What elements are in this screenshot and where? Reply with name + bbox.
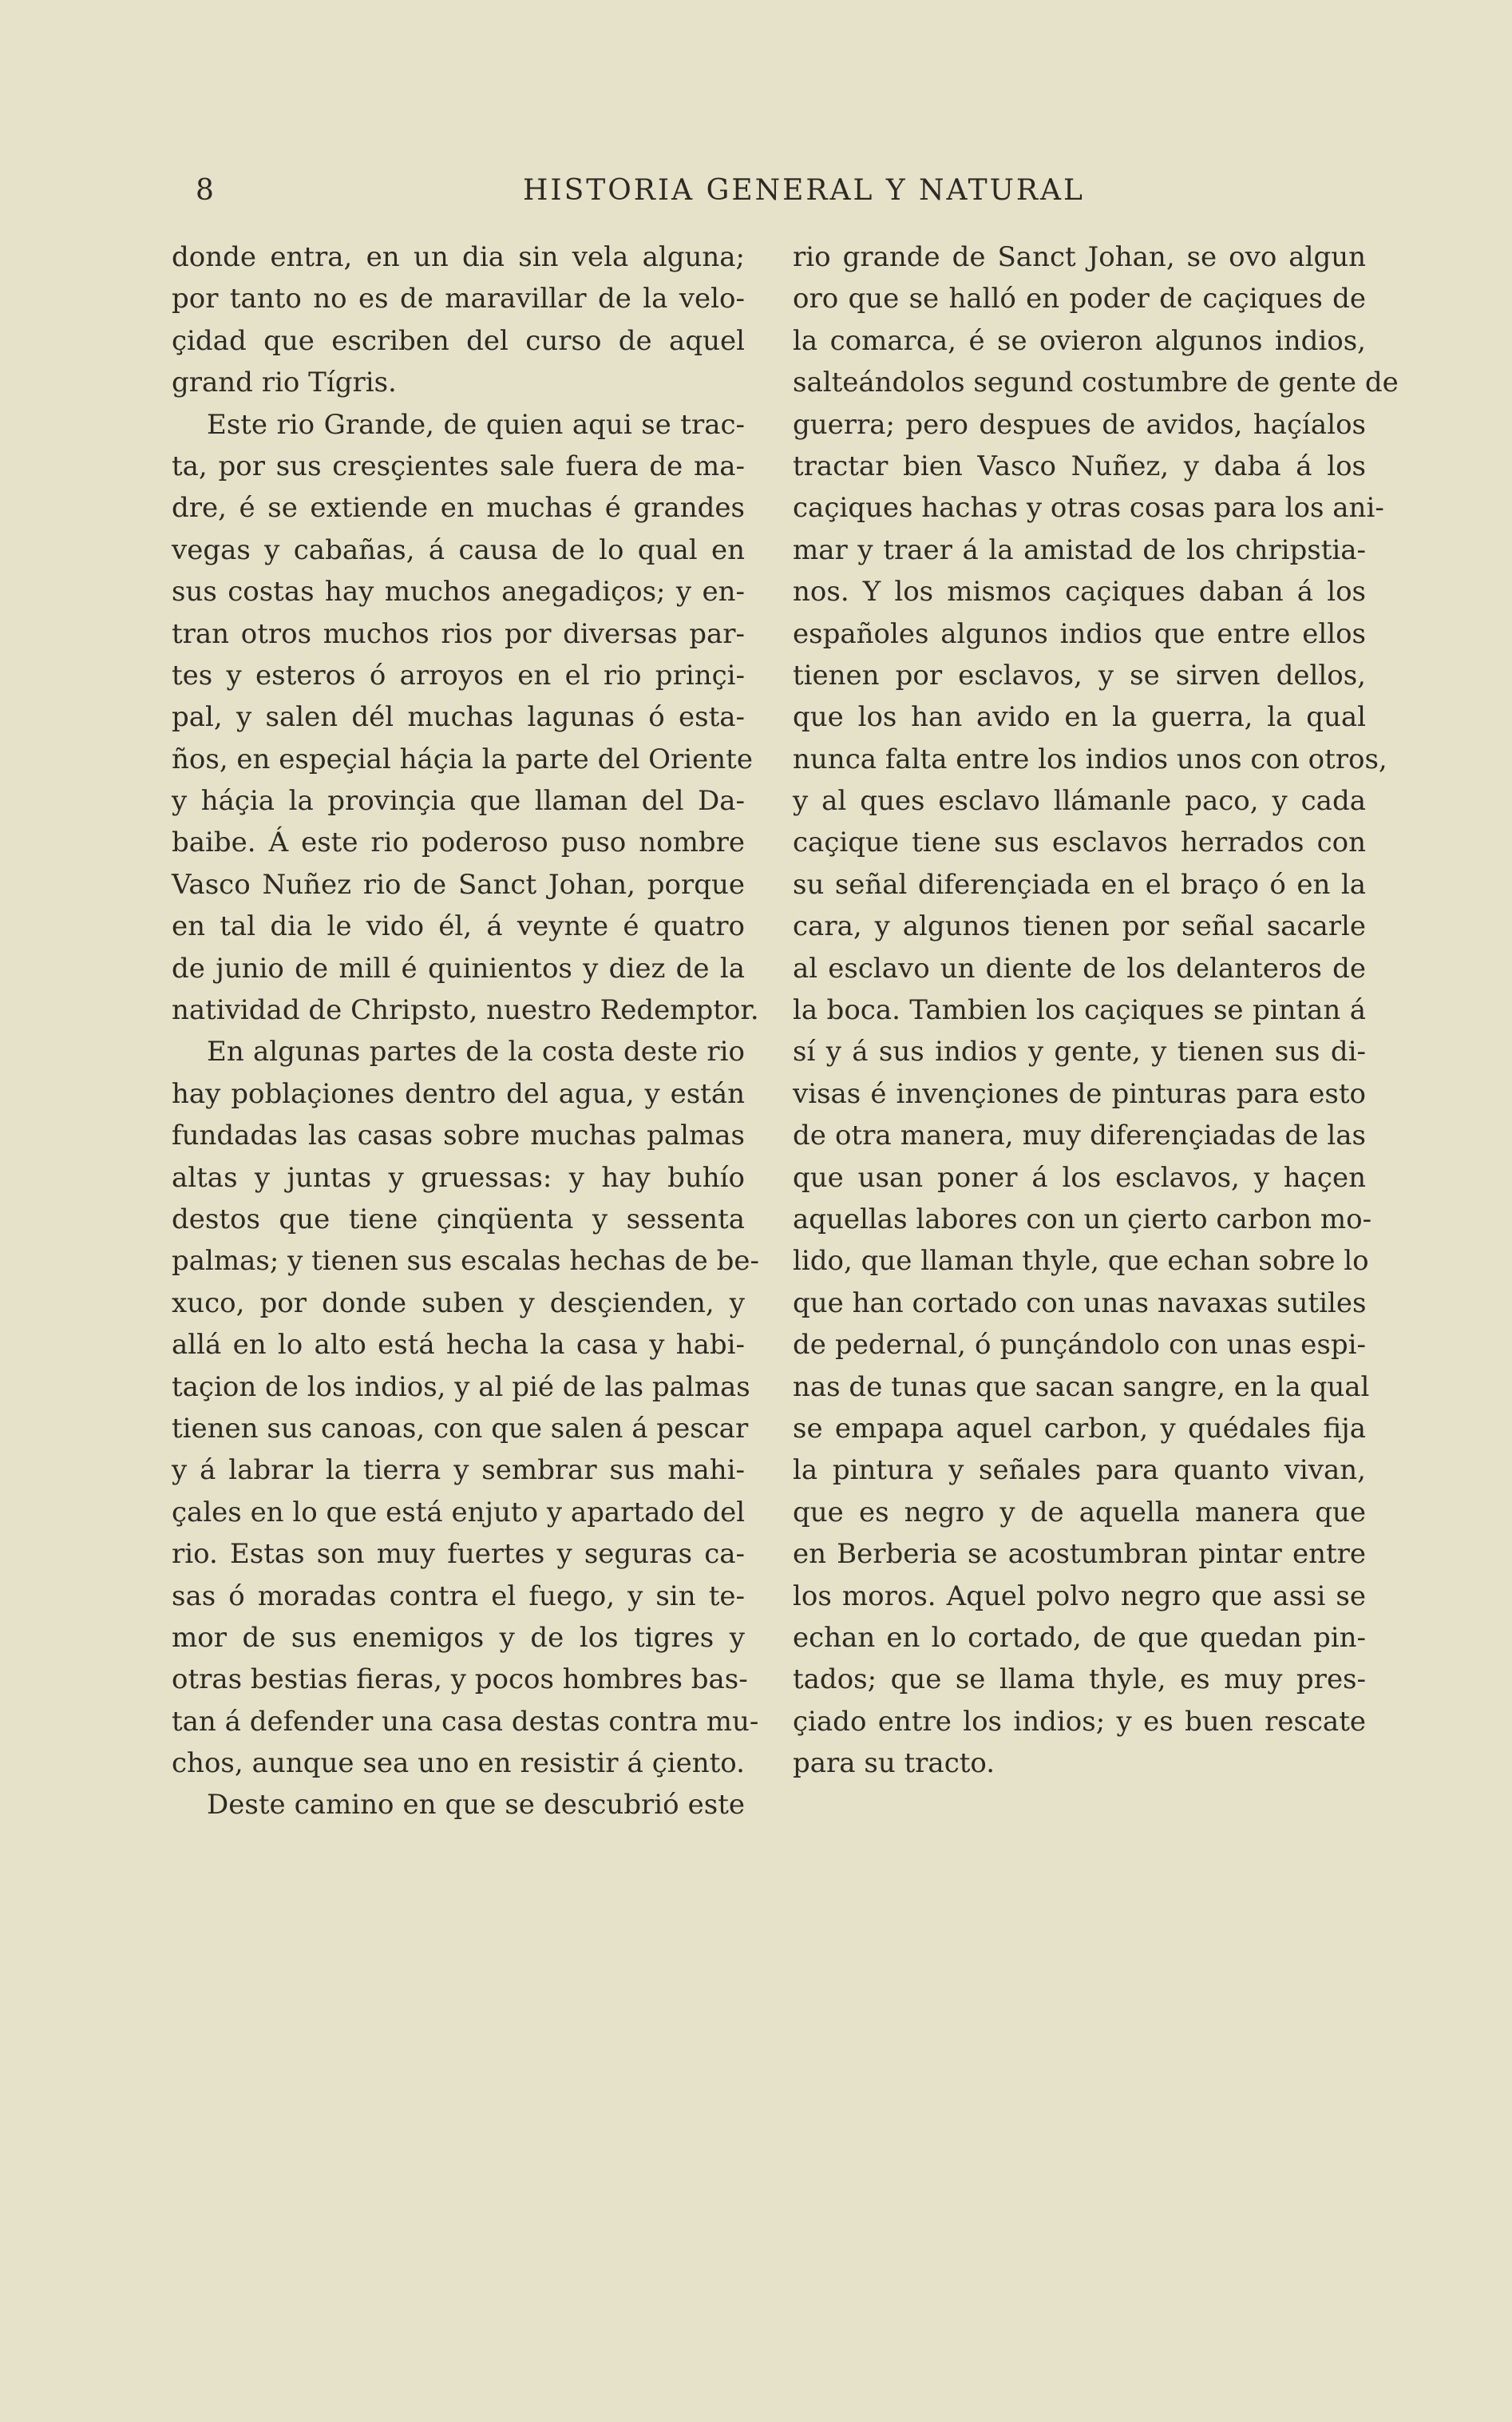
text-line: ños, en espeçial háçia la parte del Oriente <box>172 743 753 775</box>
text-line: grand rio Tígris. <box>172 367 397 399</box>
text-line: tienen por esclavos, y se sirven dellos, <box>793 659 1366 692</box>
text-line: nas de tunas que sacan sangre, en la qual <box>793 1370 1370 1403</box>
text-line: Vasco Nuñez rio de Sanct Johan, porque <box>172 868 745 901</box>
text-line: palmas; y tienen sus escalas hechas de be- <box>172 1245 759 1278</box>
right-text-column <box>793 236 1399 1784</box>
text-line: hay poblaçiones dentro del agua, y están <box>172 1077 745 1110</box>
text-line: tran otros muchos rios por diversas par- <box>172 617 745 650</box>
text-line: tienen sus canoas, con que salen á pescar <box>172 1412 749 1445</box>
text-line: de junio de mill é quinientos y diez de la <box>172 952 745 985</box>
text-line: xuco, por donde suben y desçienden, y <box>172 1286 745 1319</box>
text-line: tes y esteros ó arroyos en el rio prinçi- <box>172 659 745 692</box>
text-line: por tanto no es de maravillar de la velo- <box>172 283 745 315</box>
text-line: allá en lo alto está hecha la casa y habi- <box>172 1329 745 1362</box>
text-line: y á labrar la tierra y sembrar sus mahi- <box>172 1454 745 1487</box>
text-line: que los han avido en la guerra, la qual <box>793 701 1366 734</box>
text-line: y háçia la provinçia que llaman del Da- <box>172 785 745 818</box>
text-line: Deste camino en que se descubrió este <box>207 1789 745 1821</box>
text-line: pal, y salen dél muchas lagunas ó esta- <box>172 701 745 734</box>
text-line: lido, que llaman thyle, que echan sobre lo <box>793 1245 1369 1278</box>
text-line: rio. Estas son muy fuertes y seguras ca- <box>172 1538 745 1571</box>
text-line: la pintura y señales para quanto vivan, <box>793 1454 1366 1487</box>
text-line: que es negro y de aquella manera que <box>793 1496 1366 1528</box>
text-line: çidad que escriben del curso de aquel <box>172 324 745 357</box>
text-line: sus costas hay muchos anegadiços; y en- <box>172 576 745 608</box>
text-line: otras bestias fieras, y pocos hombres bas- <box>172 1663 748 1696</box>
text-line: de pedernal, ó punçándolo con unas espi- <box>793 1329 1366 1362</box>
text-line: çiado entre los indios; y es buen rescate <box>793 1705 1366 1738</box>
text-line: nunca falta entre los indios unos con otros, <box>793 743 1387 775</box>
text-line: la boca. Tambien los caçiques se pintan á <box>793 994 1366 1027</box>
text-line: los moros. Aquel polvo negro que assi se <box>793 1580 1366 1612</box>
text-line: nos. Y los mismos caçiques daban á los <box>793 576 1366 608</box>
text-line: donde entra, en un dia sin vela alguna; <box>172 241 745 273</box>
text-line: tados; que se llama thyle, es muy pres- <box>793 1663 1366 1696</box>
text-line: en tal dia le vido él, á veynte é quatro <box>172 910 745 943</box>
left-text-column <box>172 236 759 1826</box>
text-line: que usan poner á los esclavos, y haçen <box>793 1161 1366 1194</box>
text-line: tan á defender una casa destas contra mu- <box>172 1705 759 1738</box>
text-line: sas ó moradas contra el fuego, y sin te- <box>172 1580 745 1612</box>
text-line: tractar bien Vasco Nuñez, y daba á los <box>793 450 1366 482</box>
text-line: aquellas labores con un çierto carbon mo- <box>793 1203 1372 1235</box>
page-header <box>172 174 1369 222</box>
text-line: mor de sus enemigos y de los tigres y <box>172 1621 745 1654</box>
text-line: dre, é se extiende en muchas é grandes <box>172 492 745 525</box>
text-line: caçique tiene sus esclavos herrados con <box>793 826 1366 859</box>
text-line: Este rio Grande, de quien aqui se trac- <box>207 408 745 441</box>
text-line: fundadas las casas sobre muchas palmas <box>172 1120 745 1152</box>
text-line: taçion de los indios, y al pié de las palmas <box>172 1370 750 1403</box>
text-line: En algunas partes de la costa deste rio <box>207 1036 745 1068</box>
text-line: de otra manera, muy diferençiadas de las <box>793 1120 1366 1152</box>
page-number: 8 <box>196 174 215 207</box>
text-line: españoles algunos indios que entre ellos <box>793 617 1366 650</box>
text-line: en Berberia se acostumbran pintar entre <box>793 1538 1366 1571</box>
text-line: cara, y algunos tienen por señal sacarle <box>793 910 1366 943</box>
text-line: destos que tiene çinqüenta y sessenta <box>172 1203 745 1235</box>
text-line: y al ques esclavo llámanle paco, y cada <box>793 785 1366 818</box>
text-line: rio grande de Sanct Johan, se ovo algun <box>793 241 1366 273</box>
text-line: natividad de Chripsto, nuestro Redemptor. <box>172 994 759 1027</box>
text-line: guerra; pero despues de avidos, haçíalos <box>793 408 1366 441</box>
text-line: çales en lo que está enjuto y apartado del <box>172 1496 746 1528</box>
text-line: vegas y cabañas, á causa de lo qual en <box>172 533 745 566</box>
text-line: ta, por sus cresçientes sale fuera de ma- <box>172 450 745 482</box>
text-line: la comarca, é se ovieron algunos indios, <box>793 324 1366 357</box>
running-title: HISTORIA GENERAL Y NATURAL <box>523 174 1085 207</box>
text-line: caçiques hachas y otras cosas para los ani- <box>793 492 1384 525</box>
text-line: que han cortado con unas navaxas sutiles <box>793 1286 1367 1319</box>
text-line: salteándolos segund costumbre de gente de <box>793 367 1399 399</box>
text-line: baibe. Á este rio poderoso puso nombre <box>172 826 745 859</box>
text-line: su señal diferençiada en el braço ó en la <box>793 868 1366 901</box>
text-line: altas y juntas y gruessas: y hay buhío <box>172 1161 745 1194</box>
text-line: para su tracto. <box>793 1747 995 1780</box>
text-line: mar y traer á la amistad de los chripstia- <box>793 533 1366 566</box>
text-line: se empapa aquel carbon, y quédales fija <box>793 1412 1366 1445</box>
text-line: oro que se halló en poder de caçiques de <box>793 283 1366 315</box>
text-line: al esclavo un diente de los delanteros de <box>793 952 1366 985</box>
text-line: chos, aunque sea uno en resistir á çiento. <box>172 1747 745 1780</box>
text-line: visas é invençiones de pinturas para esto <box>793 1077 1366 1110</box>
text-line: sí y á sus indios y gente, y tienen sus di- <box>793 1036 1366 1068</box>
text-line: echan en lo cortado, de que quedan pin- <box>793 1621 1366 1654</box>
